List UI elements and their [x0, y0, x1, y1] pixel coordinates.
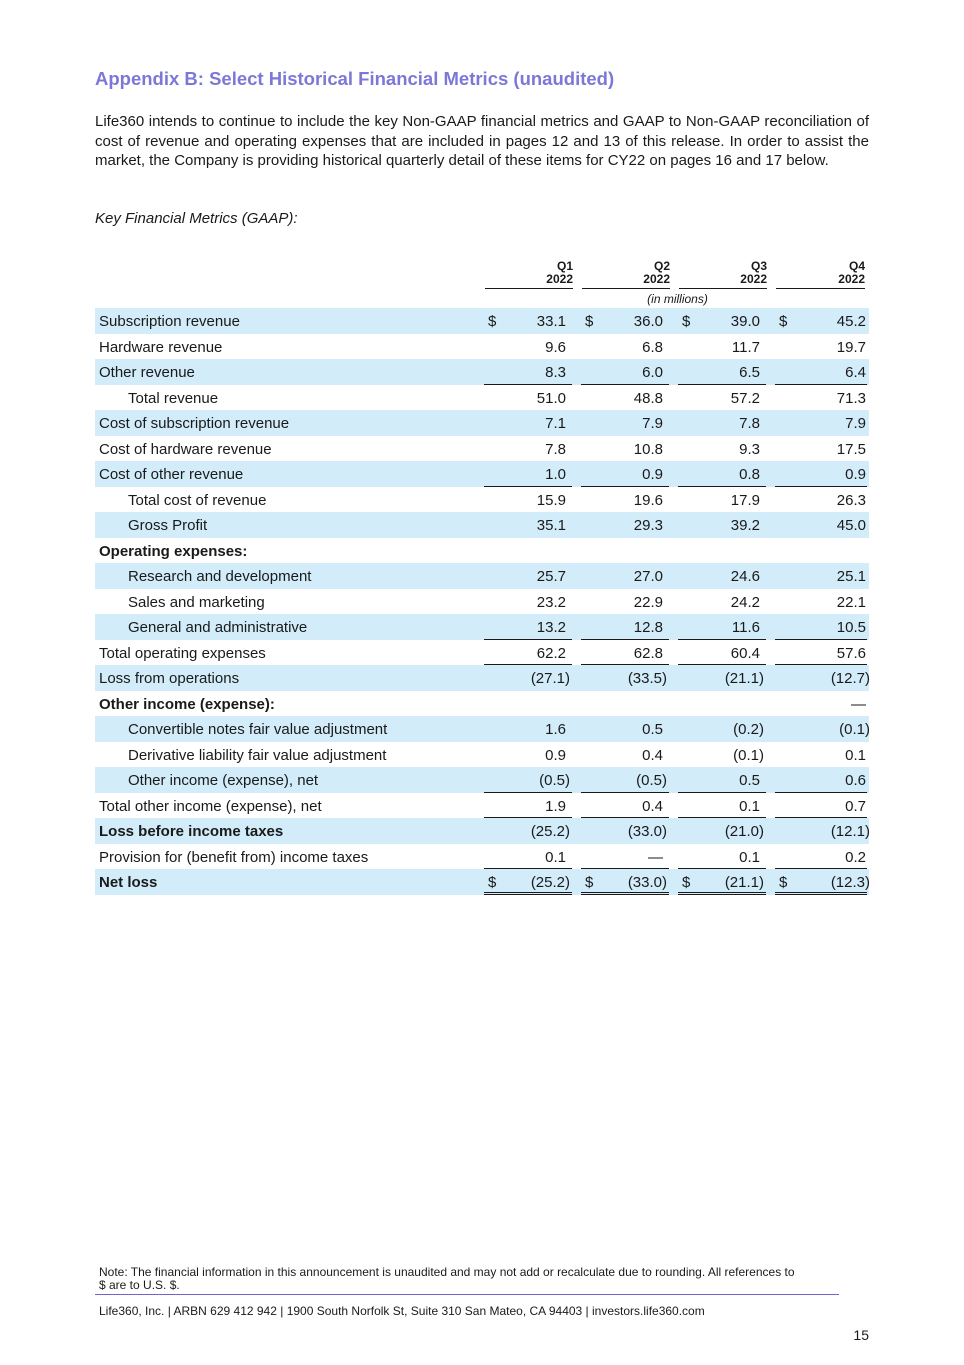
cell-value: 0.1 [545, 848, 566, 866]
currency-symbol: $ [585, 313, 594, 330]
row-label: Total cost of revenue [128, 491, 267, 509]
cell-value: 39.2 [730, 517, 760, 534]
cell-value: 9.3 [739, 440, 760, 458]
value-cell-q3 [678, 563, 766, 589]
table-row [95, 410, 869, 436]
column-quarter: Q2 [653, 259, 670, 273]
cell-value: (12.3) [830, 874, 870, 891]
cell-value: (33.5) [627, 670, 667, 687]
cell-value: 22.1 [836, 593, 866, 611]
cell-value: 7.8 [545, 440, 566, 458]
table-row [95, 487, 869, 513]
value-cell-q4 [775, 767, 867, 793]
value-cell-q4 [775, 461, 867, 487]
page-number: 15 [853, 1327, 869, 1343]
cell-value: 10.8 [633, 440, 663, 458]
cell-value: 23.2 [536, 593, 566, 611]
value-cell-q2 [581, 359, 669, 385]
row-label: Cost of subscription revenue [99, 415, 290, 432]
row-label: Convertible notes fair value adjustment [128, 721, 388, 738]
table-row [95, 742, 869, 768]
cell-value: (0.5) [636, 772, 667, 789]
row-label: Total revenue [128, 389, 219, 407]
table-row [95, 385, 869, 411]
cell-value: 17.9 [730, 491, 760, 509]
row-label: Loss before income taxes [99, 823, 284, 840]
cell-value: 8.3 [545, 364, 566, 381]
cell-value: 24.2 [730, 593, 760, 611]
value-cell-q4 [775, 487, 867, 513]
value-cell-q2 [581, 461, 669, 487]
value-cell-q3 [678, 665, 766, 691]
table-row [95, 818, 869, 844]
currency-symbol: $ [779, 874, 788, 891]
cell-value: 0.8 [739, 466, 760, 483]
value-cell-q4 [775, 665, 870, 691]
column-quarter: Q1 [556, 259, 573, 273]
row-label: Hardware revenue [99, 338, 223, 356]
table-row [95, 589, 869, 615]
unit-label: (in millions) [647, 292, 708, 306]
value-cell-q2 [581, 589, 669, 615]
value-cell-q4 [775, 844, 867, 870]
value-cell-q4 [775, 614, 867, 640]
value-cell-q1 [484, 767, 572, 793]
value-cell-q1 [484, 869, 572, 895]
currency-symbol: $ [682, 874, 691, 891]
value-cell-q2 [581, 410, 669, 436]
column-year: 2022 [643, 272, 670, 286]
value-cell-q1 [484, 461, 572, 487]
value-cell-q3 [678, 487, 766, 513]
cell-value: 62.8 [633, 644, 663, 662]
value-cell-q2 [581, 716, 669, 742]
value-cell-q4 [775, 512, 867, 538]
table-row [95, 640, 869, 666]
value-cell-q1 [484, 691, 572, 717]
value-cell-q4 [775, 793, 867, 819]
row-label: Total operating expenses [99, 644, 266, 662]
cell-value: 0.2 [845, 848, 866, 866]
cell-value: 10.5 [836, 619, 866, 636]
value-cell-q2 [581, 844, 669, 870]
value-cell-q1 [484, 716, 572, 742]
value-cell-q2 [581, 538, 669, 564]
value-cell-q2 [581, 614, 669, 640]
value-cell-q3 [678, 640, 766, 666]
value-cell-q4 [775, 334, 867, 360]
cell-value: 0.5 [642, 721, 663, 738]
cell-value: 6.0 [642, 364, 663, 381]
footer-divider [95, 1294, 839, 1295]
value-cell-q3 [678, 334, 766, 360]
row-label: Net loss [99, 874, 158, 891]
cell-value: 0.9 [642, 466, 663, 483]
value-cell-q2 [581, 793, 669, 819]
value-cell-q1 [484, 742, 572, 768]
value-cell-q2 [581, 818, 669, 844]
cell-value: 45.0 [836, 517, 866, 534]
footer-text: Life360, Inc. | ARBN 629 412 942 | 1900 South Norfolk St, Suite 310 San Mateo, CA 94403 | investors.life360.com [99, 1304, 705, 1318]
cell-value: 12.8 [633, 619, 663, 636]
cell-value: (21.1) [724, 874, 764, 891]
cell-value: 60.4 [730, 644, 760, 662]
cell-value: (12.7) [830, 670, 870, 687]
cell-value: 7.8 [739, 415, 760, 432]
cell-value: 57.6 [836, 644, 866, 662]
column-year: 2022 [838, 272, 865, 286]
cell-value: 25.7 [536, 568, 566, 585]
cell-value: 1.6 [545, 721, 566, 738]
value-cell-q4 [775, 563, 867, 589]
value-cell-q2 [581, 665, 669, 691]
value-cell-q4 [775, 818, 870, 844]
value-cell-q3 [678, 869, 766, 895]
financial-table [95, 308, 869, 895]
table-subtitle: Key Financial Metrics (GAAP): [95, 210, 298, 227]
table-row [95, 563, 869, 589]
column-year: 2022 [740, 272, 767, 286]
cell-value: 1.0 [545, 466, 566, 483]
value-cell-q1 [484, 640, 572, 666]
cell-value: 33.1 [536, 313, 566, 330]
row-label: Other revenue [99, 364, 195, 381]
cell-value: 71.3 [836, 389, 866, 407]
value-cell-q3 [678, 614, 766, 640]
value-cell-q1 [484, 818, 572, 844]
currency-symbol: $ [488, 313, 497, 330]
row-label: Subscription revenue [99, 313, 240, 330]
currency-symbol: $ [488, 874, 497, 891]
value-cell-q3 [678, 844, 766, 870]
value-cell-q4 [775, 742, 867, 768]
table-row [95, 359, 869, 385]
row-label: Loss from operations [99, 670, 240, 687]
column-year: 2022 [546, 272, 573, 286]
cell-value: (27.1) [530, 670, 570, 687]
table-row [95, 716, 869, 742]
cell-value: 19.6 [633, 491, 663, 509]
value-cell-q4 [775, 308, 867, 334]
value-cell-q3 [678, 461, 766, 487]
value-cell-q4 [775, 691, 867, 717]
cell-value: 0.4 [642, 797, 663, 815]
value-cell-q3 [678, 385, 766, 411]
cell-value: (33.0) [627, 874, 667, 891]
cell-value: 15.9 [536, 491, 566, 509]
table-row [95, 793, 869, 819]
cell-value: 0.1 [845, 746, 866, 764]
value-cell-q3 [678, 793, 766, 819]
row-label: Research and development [128, 568, 312, 585]
table-row [95, 614, 869, 640]
cell-value: 24.6 [730, 568, 760, 585]
table-row [95, 869, 869, 895]
row-label: Total other income (expense), net [99, 797, 322, 815]
cell-value: 0.5 [739, 772, 760, 789]
value-cell-q2 [581, 563, 669, 589]
cell-value: 17.5 [836, 440, 866, 458]
cell-value: 0.7 [845, 797, 866, 815]
cell-value: 11.7 [731, 338, 760, 356]
value-cell-q1 [484, 487, 572, 513]
column-quarter: Q3 [750, 259, 767, 273]
cell-value: 22.9 [633, 593, 663, 611]
cell-value: (0.1) [733, 746, 764, 764]
cell-value: 45.2 [836, 313, 866, 330]
cell-value: 48.8 [633, 389, 663, 407]
cell-value: 27.0 [633, 568, 663, 585]
row-label: Sales and marketing [128, 593, 265, 611]
value-cell-q2 [581, 308, 669, 334]
column-header-q2 [582, 260, 670, 289]
value-cell-q4 [775, 436, 867, 462]
cell-value: — [851, 695, 866, 713]
row-label: General and administrative [128, 619, 308, 636]
cell-value: 1.9 [545, 797, 566, 815]
value-cell-q1 [484, 334, 572, 360]
value-cell-q3 [678, 436, 766, 462]
value-cell-q4 [775, 538, 867, 564]
cell-value: 0.1 [739, 797, 760, 815]
footnote: Note: The financial information in this announcement is unaudited and may not add or recalculate due to rounding. All references to $ are to U.S. $. [99, 1265, 795, 1292]
value-cell-q3 [678, 767, 766, 793]
cell-value: 9.6 [545, 338, 566, 356]
value-cell-q1 [484, 436, 572, 462]
cell-value: 0.6 [845, 772, 866, 789]
value-cell-q1 [484, 589, 572, 615]
row-label: Cost of other revenue [99, 466, 244, 483]
cell-value: (33.0) [627, 823, 667, 840]
column-header-q3 [679, 260, 767, 289]
value-cell-q3 [678, 818, 766, 844]
intro-paragraph: Life360 intends to continue to include the key Non-GAAP financial metrics and GAAP to Non-GAAP reconciliation of cost of revenue and operating expenses that are included in pages 12 and 13 of this release. In order to assist the market, the Company is providing historical quarterly detail of these items for CY22 on pages 16 and 17 below. [95, 113, 869, 170]
cell-value: 0.4 [642, 746, 663, 764]
column-header-q4 [776, 260, 865, 289]
cell-value: (0.5) [539, 772, 570, 789]
table-row [95, 308, 869, 334]
row-label: Operating expenses: [99, 542, 248, 560]
table-row [95, 691, 869, 717]
row-label: Gross Profit [128, 517, 208, 534]
cell-value: 11.6 [731, 619, 760, 636]
value-cell-q3 [678, 538, 766, 564]
cell-value: (12.1) [830, 823, 870, 840]
row-label: Cost of hardware revenue [99, 440, 272, 458]
value-cell-q1 [484, 410, 572, 436]
value-cell-q4 [775, 410, 867, 436]
value-cell-q1 [484, 614, 572, 640]
value-cell-q2 [581, 334, 669, 360]
table-row [95, 538, 869, 564]
value-cell-q2 [581, 767, 669, 793]
value-cell-q4 [775, 385, 867, 411]
column-header-q1 [485, 260, 573, 289]
value-cell-q2 [581, 869, 669, 895]
currency-symbol: $ [779, 313, 788, 330]
table-row [95, 436, 869, 462]
cell-value: 35.1 [536, 517, 566, 534]
currency-symbol: $ [682, 313, 691, 330]
value-cell-q2 [581, 487, 669, 513]
value-cell-q1 [484, 563, 572, 589]
currency-symbol: $ [585, 874, 594, 891]
value-cell-q3 [678, 410, 766, 436]
value-cell-q1 [484, 665, 572, 691]
row-label: Derivative liability fair value adjustment [128, 746, 387, 764]
value-cell-q2 [581, 640, 669, 666]
value-cell-q1 [484, 538, 572, 564]
value-cell-q1 [484, 359, 572, 385]
cell-value: 7.1 [545, 415, 566, 432]
row-label: Provision for (benefit from) income taxes [99, 848, 369, 866]
row-label: Other income (expense): [99, 695, 275, 713]
value-cell-q1 [484, 844, 572, 870]
cell-value: 62.2 [536, 644, 566, 662]
cell-value: (25.2) [530, 823, 570, 840]
table-row [95, 665, 869, 691]
cell-value: (21.0) [724, 823, 764, 840]
cell-value: 57.2 [730, 389, 760, 407]
cell-value: 6.8 [642, 338, 663, 356]
cell-value: (25.2) [530, 874, 570, 891]
cell-value: 51.0 [536, 389, 566, 407]
value-cell-q3 [678, 589, 766, 615]
cell-value: 36.0 [633, 313, 663, 330]
value-cell-q4 [775, 359, 867, 385]
value-cell-q2 [581, 742, 669, 768]
value-cell-q4 [775, 589, 867, 615]
cell-value: 0.1 [739, 848, 760, 866]
cell-value: — [648, 848, 663, 866]
value-cell-q3 [678, 691, 766, 717]
value-cell-q4 [775, 716, 870, 742]
cell-value: 29.3 [633, 517, 663, 534]
value-cell-q4 [775, 869, 870, 895]
cell-value: 7.9 [642, 415, 663, 432]
value-cell-q3 [678, 742, 766, 768]
value-cell-q1 [484, 512, 572, 538]
cell-value: 6.4 [845, 364, 866, 381]
value-cell-q3 [678, 512, 766, 538]
cell-value: 19.7 [836, 338, 866, 356]
value-cell-q3 [678, 308, 766, 334]
cell-value: 7.9 [845, 415, 866, 432]
cell-value: (0.2) [733, 721, 764, 738]
value-cell-q2 [581, 436, 669, 462]
value-cell-q2 [581, 691, 669, 717]
value-cell-q1 [484, 793, 572, 819]
cell-value: (21.1) [724, 670, 764, 687]
cell-value: 25.1 [836, 568, 866, 585]
value-cell-q1 [484, 308, 572, 334]
cell-value: 6.5 [739, 364, 760, 381]
cell-value: 0.9 [845, 466, 866, 483]
row-label: Other income (expense), net [128, 772, 319, 789]
value-cell-q2 [581, 512, 669, 538]
cell-value: 26.3 [836, 491, 866, 509]
table-row [95, 512, 869, 538]
value-cell-q2 [581, 385, 669, 411]
table-row [95, 334, 869, 360]
cell-value: 39.0 [730, 313, 760, 330]
page-title: Appendix B: Select Historical Financial Metrics (unaudited) [95, 68, 615, 89]
cell-value: (0.1) [839, 721, 870, 738]
value-cell-q3 [678, 359, 766, 385]
value-cell-q1 [484, 385, 572, 411]
table-row [95, 767, 869, 793]
value-cell-q3 [678, 716, 766, 742]
cell-value: 13.2 [536, 619, 566, 636]
cell-value: 0.9 [545, 746, 566, 764]
table-row [95, 844, 869, 870]
table-row [95, 461, 869, 487]
value-cell-q4 [775, 640, 867, 666]
column-quarter: Q4 [848, 259, 865, 273]
